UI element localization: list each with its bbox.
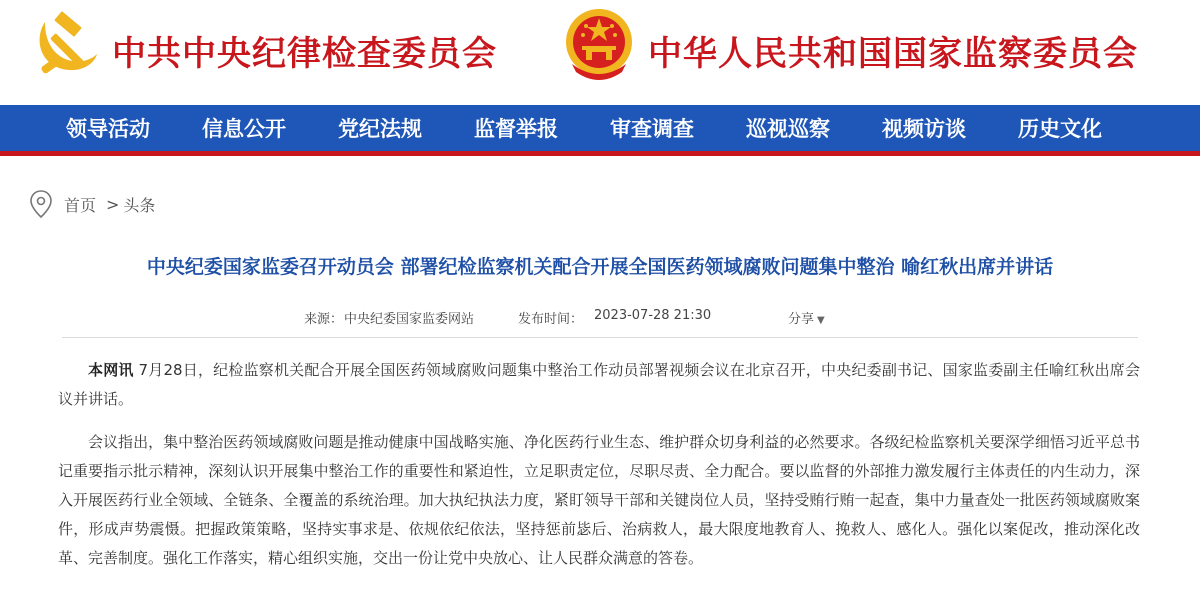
nav-item-info-disclosure[interactable]: 信息公开 (202, 116, 286, 141)
paragraph-2-text: 会议指出，集中整治医药领域腐败问题是推动健康中国战略实施、净化医药行业生态、维护群众切身利益的必然要求。各级纪检监察机关要深学细悟习近平总书记重要指示批示精神，深刻认识开展集中整治工作的重要性和紧迫性，立足职责定位，尽职尽责、全力配合。要以监督的外部推力激发履行主体责任的内生动力，深入开展医药行业全领域、全链条、全覆盖的系统治理。加大执纪执法力度，紧盯领导干部和关键岗位人员，坚持受贿行贿一起查，集中力量查处一批医药领域腐败案件，形成声势震慑。把握政策策略，坚持实事求是、依规依纪依法，坚持惩前毖后、治病救人，最大限度地教育人、挽救人、感化人。强化以案促改，推动深化改革、完善制度。强化工作落实，精心组织实施，交出一份让党中央放心、让人民群众满意的答卷。 (58, 433, 1140, 567)
breadcrumb-home-link[interactable]: 首页 (64, 195, 97, 215)
nav-red-stripe (0, 151, 1200, 156)
meta-divider (62, 337, 1138, 338)
nav-item-regulations[interactable]: 党纪法规 (338, 116, 422, 141)
nav-item-inspection[interactable]: 巡视巡察 (746, 116, 830, 141)
share-label: 分享 (788, 312, 815, 327)
site-header (0, 0, 1200, 105)
paragraph-1-text: 7月28日，纪检监察机关配合开展全国医药领域腐败问题集中整治工作动员部署视频会议在北京召开，中央纪委副书记、国家监委副主任喻红秋出席会议并讲话。 (58, 361, 1140, 408)
share-button[interactable] (788, 308, 825, 327)
national-emblem-icon[interactable] (562, 6, 636, 82)
nav-item-history[interactable]: 历史文化 (1018, 116, 1102, 141)
published-time: 2023-07-28 21:30 (594, 308, 712, 323)
source-label: 来源： (304, 312, 344, 327)
breadcrumb-current[interactable]: 头条 (123, 195, 156, 215)
org-name-nsc[interactable]: 中华人民共和国国家监察委员会 (648, 34, 1138, 74)
party-emblem-icon[interactable] (33, 10, 101, 78)
caret-down-icon: ▼ (817, 315, 825, 326)
article-body (58, 356, 1140, 587)
org-name-ccdi[interactable]: 中共中央纪律检查委员会 (112, 34, 497, 74)
nav-list (40, 105, 1128, 151)
article-title: 中央纪委国家监委召开动员会 部署纪检监察机关配合开展全国医药领域腐败问题集中整治 喻红秋出席并讲话 (146, 256, 1054, 278)
breadcrumb-separator: > (106, 194, 120, 214)
nav-item-investigation[interactable]: 审查调查 (610, 116, 694, 141)
nav-item-report[interactable]: 监督举报 (474, 116, 558, 141)
article-lead: 本网讯 (88, 361, 134, 379)
nav-item-video[interactable]: 视频访谈 (882, 116, 966, 141)
location-pin-icon (30, 190, 52, 218)
nav-item-leadership[interactable]: 领导活动 (66, 116, 150, 141)
article-meta (0, 308, 1200, 328)
article-paragraph (58, 356, 1140, 414)
breadcrumb (30, 190, 155, 218)
main-nav (0, 105, 1200, 151)
source-value: 中央纪委国家监委网站 (344, 312, 475, 327)
article-paragraph (58, 428, 1140, 573)
published-label: 发布时间： (518, 312, 584, 327)
